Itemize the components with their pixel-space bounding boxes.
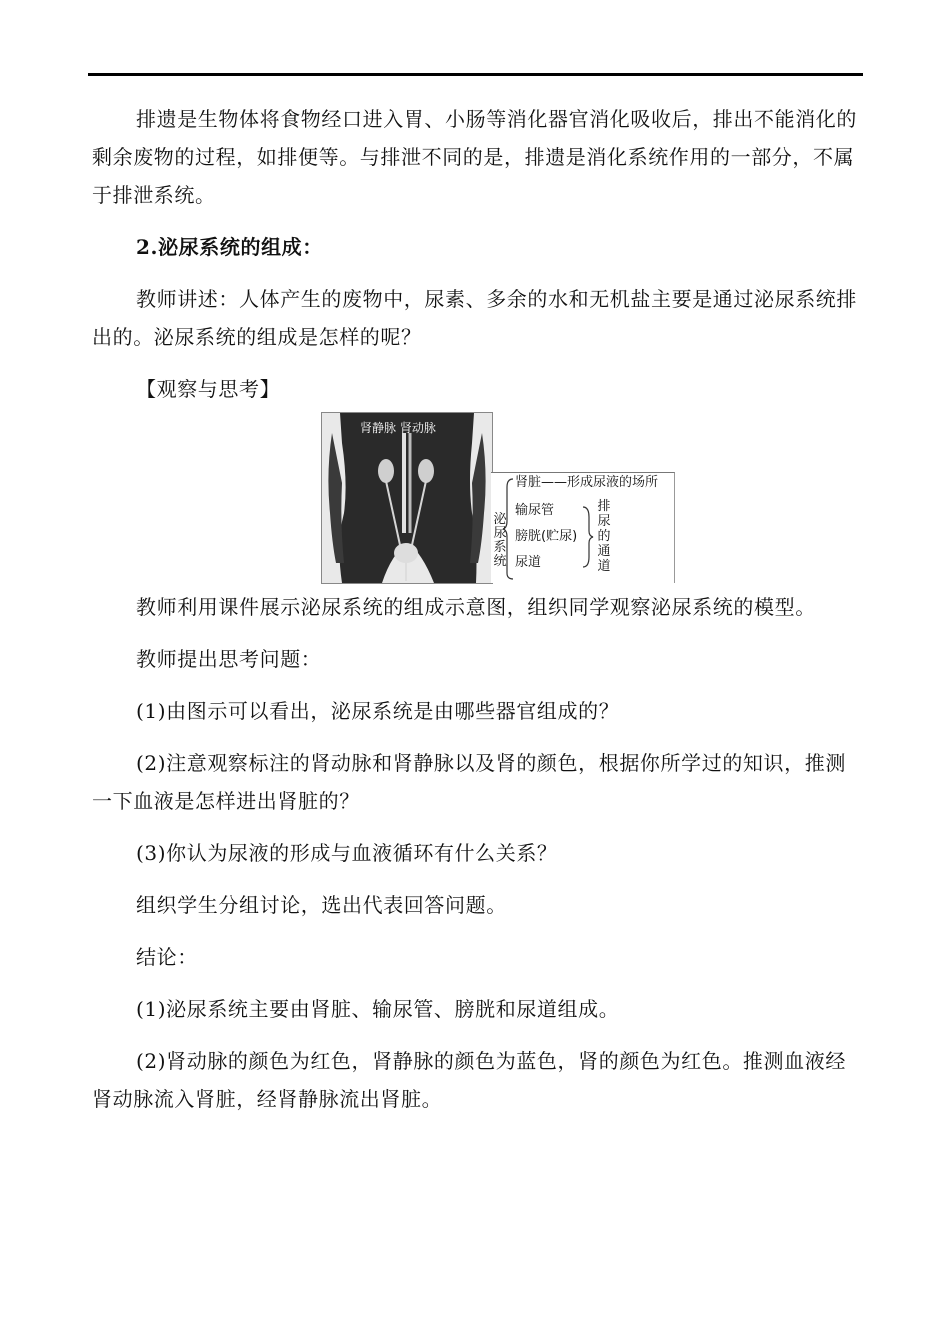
paragraph-questions-intro: 教师提出思考问题： bbox=[136, 647, 322, 671]
observe-heading: 【观察与思考】 bbox=[136, 377, 281, 401]
body-silhouette bbox=[322, 413, 492, 583]
paragraph-group-discussion: 组织学生分组讨论，选出代表回答问题。 bbox=[136, 893, 507, 917]
question-2: (2)注意观察标注的肾动脉和肾静脉以及肾的颜色，根据你所学过的知识，推测一下血液是怎样进出肾脏的？ bbox=[92, 751, 846, 813]
system-label: 泌尿系统 bbox=[493, 512, 507, 569]
question-3: (3)你认为尿液的形成与血液循环有什么关系？ bbox=[136, 841, 558, 865]
photo-label: 肾静脉 肾动脉 bbox=[360, 421, 436, 435]
organ-urethra: 尿道 bbox=[515, 555, 542, 570]
kidney-row: 肾脏——形成尿液的场所 bbox=[515, 475, 659, 490]
header-rule bbox=[88, 73, 863, 76]
paragraph-teacher-lecture: 教师讲述：人体产生的废物中，尿素、多余的水和无机盐主要是通过泌尿系统排出的。泌尿系统的组成是怎样的呢？ bbox=[92, 287, 857, 349]
paragraph-courseware: 教师利用课件展示泌尿系统的组成示意图，组织同学观察泌尿系统的模型。 bbox=[136, 595, 816, 619]
section-heading: 2.泌尿系统的组成： bbox=[136, 235, 323, 259]
passage-label: 排尿的通道 bbox=[597, 499, 611, 574]
composition-diagram bbox=[491, 472, 675, 583]
document-body bbox=[92, 100, 864, 1118]
conclusion-heading: 结论： bbox=[136, 945, 198, 969]
organ-ureter: 输尿管 bbox=[515, 503, 555, 518]
urinary-system-figure bbox=[92, 412, 864, 584]
question-1: (1)由图示可以看出，泌尿系统是由哪些器官组成的？ bbox=[136, 699, 620, 723]
answer-1: (1)泌尿系统主要由肾脏、输尿管、膀胱和尿道组成。 bbox=[136, 997, 620, 1021]
answer-2: (2)肾动脉的颜色为红色，肾静脉的颜色为蓝色，肾的颜色为红色。推测血液经肾动脉流入肾脏，经肾静脉流出肾脏。 bbox=[92, 1049, 846, 1111]
organ-bladder: 膀胱(贮尿) bbox=[515, 529, 578, 544]
paragraph-egestion: 排遗是生物体将食物经口进入胃、小肠等消化器官消化吸收后，排出不能消化的剩余废物的过程，如排便等。与排泄不同的是，排遗是消化系统作用的一部分，不属于排泄系统。 bbox=[92, 107, 857, 207]
body-photo bbox=[321, 412, 493, 584]
